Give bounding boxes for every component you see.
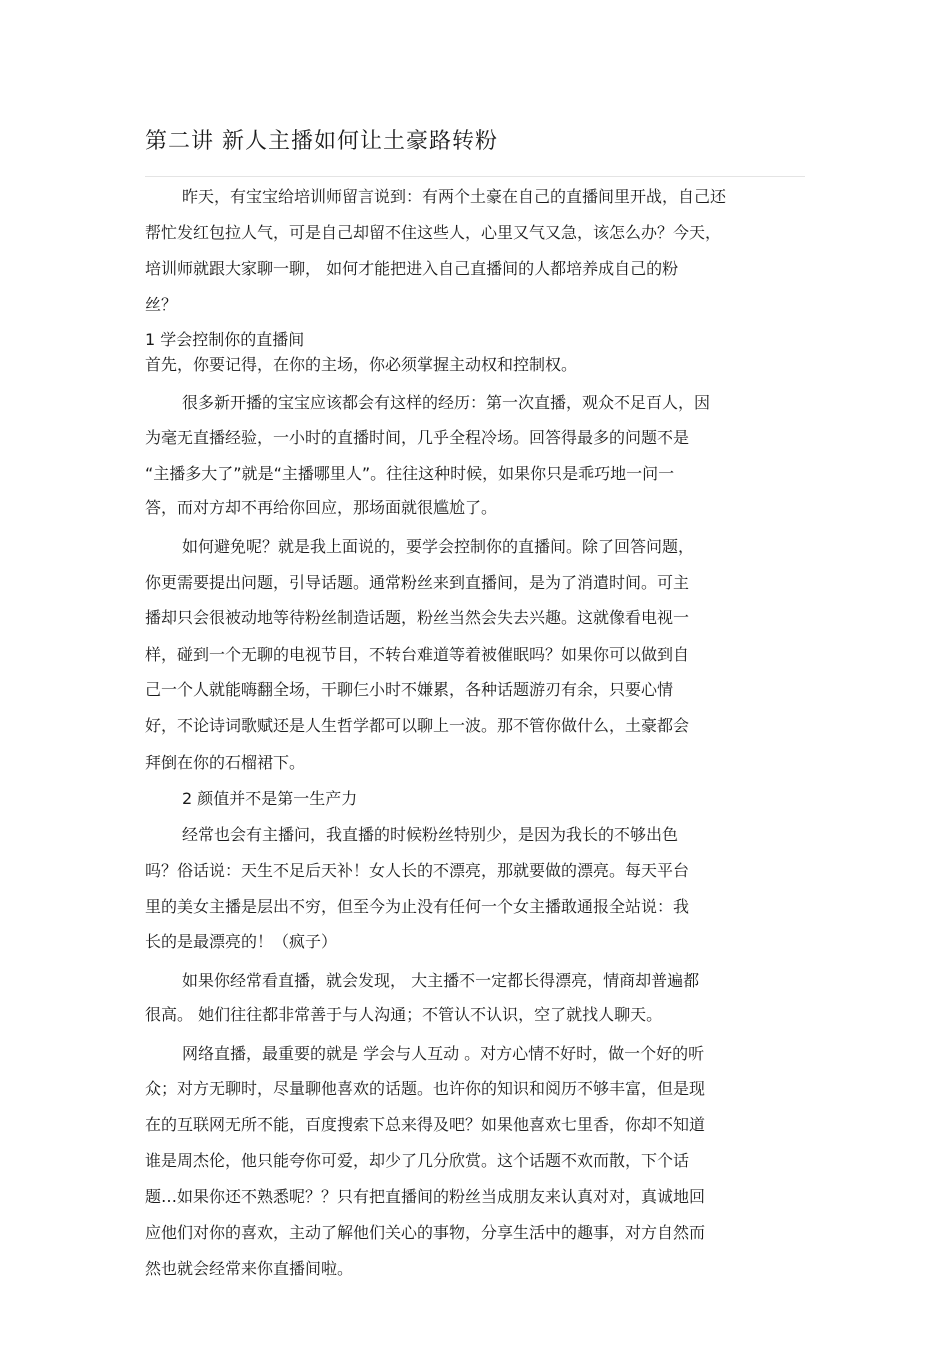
paragraph-line: 经常也会有主播问，我直播的时候粉丝特别少，是因为我长的不够出色 — [182, 825, 679, 844]
paragraph-line: 如何避免呢？就是我上面说的，要学会控制你的直播间。除了回答问题， — [182, 537, 695, 556]
paragraph-line: “主播多大了”就是“主播哪里人”。往往这种时候，如果你只是乖巧地一问一 — [145, 464, 675, 483]
paragraph-line: 己一个人就能嗨翻全场，干聊仨小时不嫌累，各种话题游刃有余，只要心情 — [145, 680, 674, 699]
paragraph-line: 播却只会很被动地等待粉丝制造话题，粉丝当然会失去兴趣。这就像看电视一 — [145, 608, 690, 627]
paragraph-line: 很多新开播的宝宝应该都会有这样的经历：第一次直播，观众不足百人，因 — [182, 393, 711, 412]
paragraph-line: 帮忙发红包拉人气，可是自己却留不住这些人，心里又气又急，该怎么办？今天， — [145, 223, 722, 242]
paragraph-line: 在的互联网无所不能，百度搜索下总来得及吧？如果他喜欢七里香，你却不知道 — [145, 1115, 706, 1134]
paragraph-line: 众；对方无聊时，尽量聊他喜欢的话题。也许你的知识和阅历不够丰富，但是现 — [145, 1079, 706, 1098]
paragraph-line: 应他们对你的喜欢，主动了解他们关心的事物，分享生活中的趣事，对方自然而 — [145, 1223, 706, 1242]
page-title: 第二讲 新人主播如何让土豪路转粉 — [145, 129, 498, 154]
paragraph-line: 首先，你要记得，在你的主场，你必须掌握主动权和控制权。 — [145, 355, 578, 374]
paragraph-line: 为毫无直播经验，一小时的直播时间，几乎全程冷场。回答得最多的问题不是 — [145, 428, 690, 447]
paragraph-line: 如果你经常看直播，就会发现， 大主播不一定都长得漂亮，情商却普遍都 — [182, 971, 700, 990]
paragraph-line: 网络直播，最重要的就是 学会与人互动 。对方心情不好时，做一个好的听 — [182, 1044, 705, 1063]
paragraph-line: 长的是最漂亮的！（疯子） — [145, 932, 338, 951]
paragraph-line: 谁是周杰伦，他只能夸你可爱，却少了几分欣赏。这个话题不欢而散，下个话 — [145, 1151, 690, 1170]
section-heading: 1 学会控制你的直播间 — [145, 330, 305, 349]
section-heading: 2 颜值并不是第一生产力 — [182, 789, 358, 808]
paragraph-line: 里的美女主播是层出不穷，但至今为止没有任何一个女主播敢通报全站说：我 — [145, 897, 690, 916]
title-divider — [145, 176, 805, 177]
paragraph-line: 培训师就跟大家聊一聊， 如何才能把进入自己直播间的人都培养成自己的粉 — [145, 259, 679, 278]
paragraph-line: 答，而对方却不再给你回应，那场面就很尴尬了。 — [145, 498, 498, 517]
paragraph-line: 昨天，有宝宝给培训师留言说到：有两个土豪在自己的直播间里开战，自己还 — [182, 187, 727, 206]
paragraph-line: 很高。 她们往往都非常善于与人沟通；不管认不认识，空了就找人聊天。 — [145, 1005, 663, 1024]
paragraph-line: 样，碰到一个无聊的电视节目，不转台难道等着被催眠吗？如果你可以做到自 — [145, 645, 690, 664]
paragraph-line: 吗？俗话说：天生不足后天补！女人长的不漂亮，那就要做的漂亮。每天平台 — [145, 861, 690, 880]
paragraph-line: 然也就会经常来你直播间啦。 — [145, 1259, 354, 1278]
paragraph-line: 好，不论诗词歌赋还是人生哲学都可以聊上一波。那不管你做什么，土豪都会 — [145, 716, 690, 735]
paragraph-line: 丝？ — [145, 295, 178, 314]
paragraph-line: 拜倒在你的石榴裙下。 — [145, 753, 306, 772]
paragraph-line: 题…如果你还不熟悉呢？？只有把直播间的粉丝当成朋友来认真对对，真诚地回 — [145, 1187, 706, 1206]
paragraph-line: 你更需要提出问题，引导话题。通常粉丝来到直播间，是为了消遣时间。可主 — [145, 573, 690, 592]
